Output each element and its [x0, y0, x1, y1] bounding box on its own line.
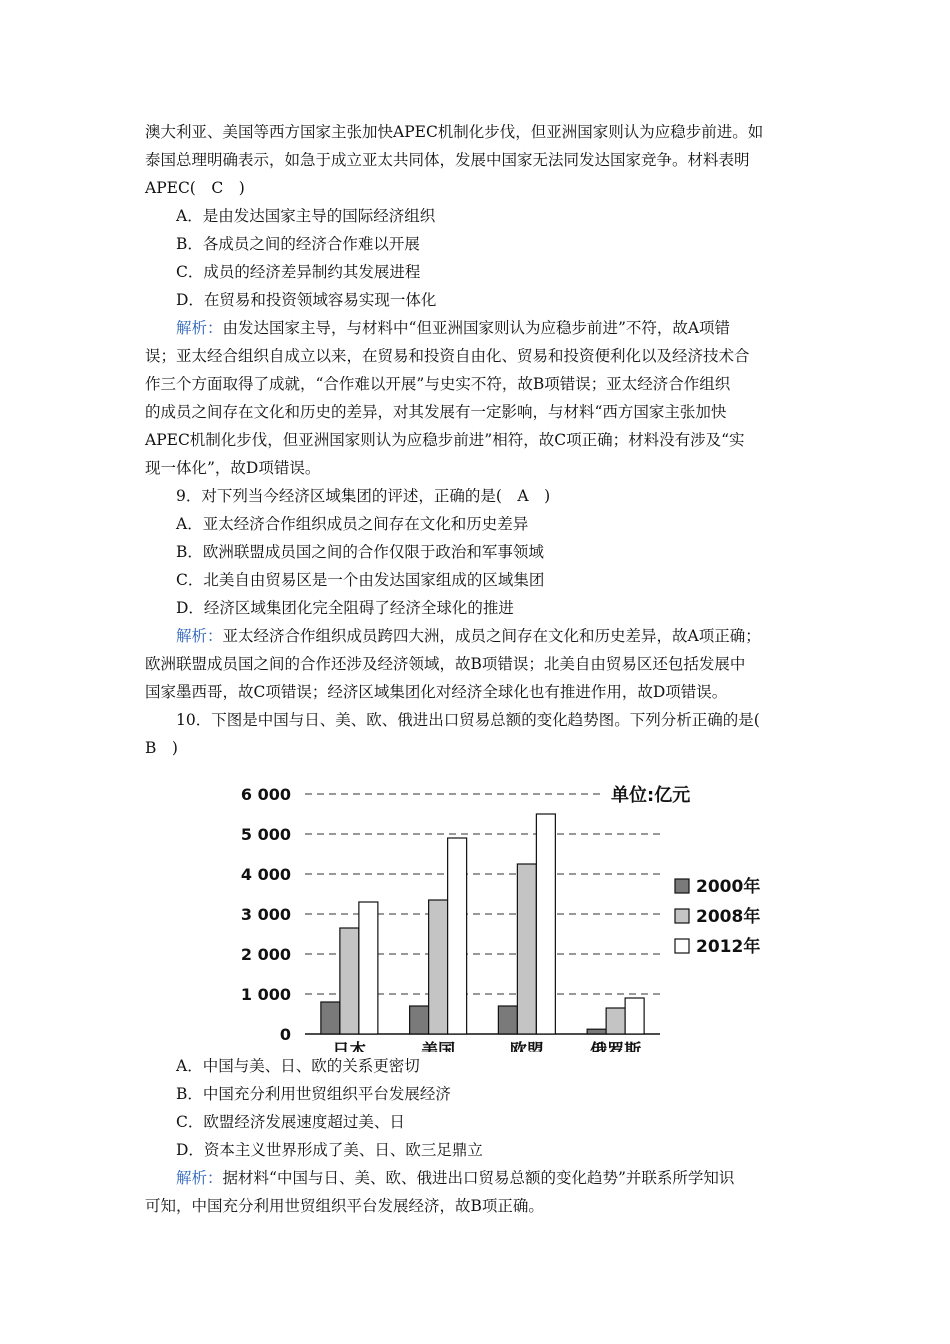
y-tick-label: 2 000 [240, 945, 291, 964]
chart-svg [145, 762, 810, 1052]
bar [587, 1029, 606, 1034]
bar [359, 902, 378, 1034]
q9-option-c: C．北美自由贸易区是一个由发达国家组成的区域集团 [176, 571, 545, 589]
q8-option-a: A．是由发达国家主导的国际经济组织 [176, 207, 436, 225]
bar [340, 928, 359, 1034]
bar [498, 1006, 517, 1034]
legend-swatch [675, 879, 689, 893]
y-tick-label: 6 000 [240, 785, 291, 804]
q8-analysis-line: 现一体化”，故D项错误。 [145, 459, 321, 477]
q8-analysis-line: 作三个方面取得了成就，“合作难以开展”与史实不符，故B项错误；亚太经济合作组织 [145, 375, 731, 393]
q10-analysis-line [145, 1164, 810, 1192]
unit-label: 单位:亿元 [611, 785, 691, 806]
q9-option-d: D．经济区域集团化完全阻碍了经济全球化的推进 [176, 599, 514, 617]
legend-swatch [675, 939, 689, 953]
analysis-text: 亚太经济合作组织成员跨四大洲，成员之间存在文化和历史差异，故A项正确； [222, 627, 761, 645]
y-tick-label: 4 000 [240, 865, 291, 884]
q9-option-a: A．亚太经济合作组织成员之间存在文化和历史差异 [176, 515, 529, 533]
bar [410, 1006, 429, 1034]
q9-analysis-line: 国家墨西哥，故C项错误；经济区域集团化对经济全球化也有推进作用，故D项错误。 [145, 683, 728, 701]
q8-stem-line: 泰国总理明确表示，如急于成立亚太共同体，发展中国家无法同发达国家竞争。材料表明 [145, 151, 750, 169]
y-tick-label: 1 000 [240, 985, 291, 1004]
q9-analysis-line: 欧洲联盟成员国之间的合作还涉及经济领域，故B项错误；北美自由贸易区还包括发展中 [145, 655, 746, 673]
q8-option-c: C．成员的经济差异制约其发展进程 [176, 263, 421, 281]
trade-bar-chart [145, 762, 810, 1052]
q10-option-c: C．欧盟经济发展速度超过美、日 [176, 1113, 405, 1131]
q9-option-b: B．欧洲联盟成员国之间的合作仅限于政治和军事领域 [176, 543, 544, 561]
q8-option-d: D．在贸易和投资领域容易实现一体化 [176, 291, 437, 309]
bar [517, 864, 536, 1034]
category-label: 日本 [332, 1041, 367, 1052]
q8-analysis-line: APEC机制化步伐，但亚洲国家则认为应稳步前进”相符，故C项正确；材料没有涉及“实 [145, 431, 745, 449]
analysis-label: 解析： [176, 319, 223, 337]
analysis-text: 由发达国家主导，与材料中“但亚洲国家则认为应稳步前进”不符，故A项错 [222, 319, 731, 337]
category-label: 欧盟 [509, 1041, 544, 1052]
q8-option-b: B．各成员之间的经济合作难以开展 [176, 235, 420, 253]
q9-stem: 9．对下列当今经济区域集团的评述，正确的是( A ) [176, 487, 551, 505]
legend-label: 2000年 [696, 877, 761, 897]
q10-stem-line: 10．下图是中国与日、美、欧、俄进出口贸易总额的变化趋势图。下列分析正确的是( [176, 711, 760, 729]
legend-swatch [675, 909, 689, 923]
q8-analysis-line: 的成员之间存在文化和历史的差异，对其发展有一定影响，与材料“西方国家主张加快 [145, 403, 727, 421]
analysis-label: 解析： [176, 627, 223, 645]
y-tick-label: 3 000 [240, 905, 291, 924]
q10-option-d: D．资本主义世界形成了美、日、欧三足鼎立 [176, 1141, 483, 1159]
bar [429, 900, 448, 1034]
q10-analysis-line: 可知，中国充分利用世贸组织平台发展经济，故B项正确。 [145, 1197, 544, 1215]
q9-analysis-line [145, 622, 810, 650]
analysis-label: 解析： [176, 1169, 223, 1187]
bar [606, 1008, 625, 1034]
bar [448, 838, 467, 1034]
category-label: 俄罗斯 [590, 1041, 642, 1052]
q10-stem-line: B ) [145, 739, 178, 757]
bar [536, 814, 555, 1034]
analysis-text: 据材料“中国与日、美、欧、俄进出口贸易总额的变化趋势”并联系所学知识 [222, 1169, 735, 1187]
q8-stem-line: APEC( C ) [145, 179, 245, 197]
legend-label: 2008年 [696, 907, 761, 927]
bar [625, 998, 644, 1034]
legend-label: 2012年 [696, 937, 761, 957]
q10-option-a: A．中国与美、日、欧的关系更密切 [176, 1057, 420, 1075]
bar [321, 1002, 340, 1034]
y-tick-label: 0 [279, 1025, 291, 1044]
q8-stem-line: 澳大利亚、美国等西方国家主张加快APEC机制化步伐，但亚洲国家则认为应稳步前进。如 [145, 123, 764, 141]
y-tick-label: 5 000 [240, 825, 291, 844]
q8-analysis-line: 误；亚太经合组织自成立以来，在贸易和投资自由化、贸易和投资便利化以及经济技术合 [145, 347, 750, 365]
document-page [145, 118, 810, 1220]
q8-analysis-line [145, 314, 810, 342]
q10-option-b: B．中国充分利用世贸组织平台发展经济 [176, 1085, 451, 1103]
category-label: 美国 [421, 1041, 456, 1052]
